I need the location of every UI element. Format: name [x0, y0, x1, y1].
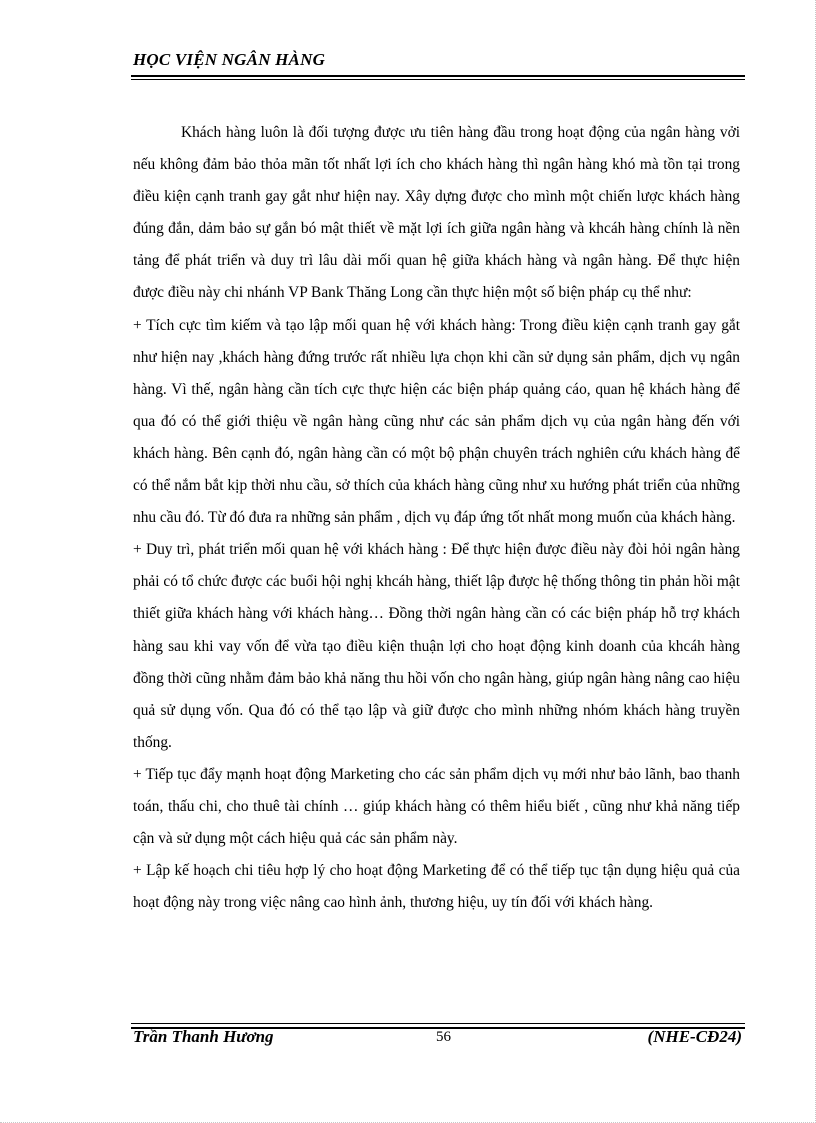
- body-paragraph-marketing: + Tiếp tục đẩy mạnh hoạt động Marketing cho các sản phẩm dịch vụ mới như bảo lãnh, bao thanh toán, thấu chi, cho thuê tài chính … giúp khách hàng có thêm hiểu biết , cũng như khả năng tiếp cận và sử dụng một cách hiệu quả các sản phẩm này.: [133, 765, 740, 848]
- page-number: 56: [436, 1029, 451, 1045]
- page-header-title: HỌC VIỆN NGÂN HÀNG: [133, 50, 326, 69]
- header-rule-thin: [131, 79, 745, 80]
- body-paragraph-find-customers: + Tích cực tìm kiếm và tạo lập mối quan hệ với khách hàng: Trong điều kiện cạnh tranh gay gắt như hiện nay ,khách hàng đứng trước rất nhiều lựa chọn khi cần sử dụng sản phẩm, dịch vụ ngân hàng. Vì thế, ngân hàng cần tích cực thực hiện các biện pháp quảng cáo, quan hệ khách hàng để qua đó có thể giới thiệu về ngân hàng cũng như các sản phẩm dịch vụ của ngân hàng đến với khách hàng. Bên cạnh đó, ngân hàng cần có một bộ phận chuyên trách nghiên cứu khách hàng để có thể nắm bắt kịp thời nhu cầu, sở thích của khách hàng cũng như xu hướng phát triển của những nhu cầu đó. Từ đó đưa ra những sản phẩm , dịch vụ đáp ứng tốt nhất mong muốn của khách hàng.: [133, 316, 740, 527]
- footer-author: Trần Thanh Hương: [133, 1027, 274, 1046]
- body-paragraph-budget: + Lập kế hoạch chi tiêu hợp lý cho hoạt động Marketing để có thể tiếp tục tận dụng hiệu quả của hoạt động này trong việc nâng cao hình ảnh, thương hiệu, uy tín đối với khách hàng.: [133, 862, 740, 912]
- body-paragraph-intro: Khách hàng luôn là đối tượng được ưu tiên hàng đầu trong hoạt động của ngân hàng vởi nếu không đảm bảo thỏa mãn tốt nhất lợi ích cho khách hàng thì ngân hàng khó mà tồn tại trong điều kiện cạnh tranh gay gắt như hiện nay. Xây dựng được cho mình một chiến lược khách hàng đúng đắn, dảm bảo sự gắn bó mật thiết về mặt lợi ích giữa ngân hàng và khcáh hàng chính là nền tảng để phát triển và duy trì lâu dài mối quan hệ giữa khách hàng và ngân hàng. Để thực hiện được điều này chi nhánh VP Bank Thăng Long cần thực hiện một số biện pháp cụ thể như:: [133, 124, 740, 302]
- footer-rule-thin: [131, 1023, 745, 1024]
- header-rule-thick: [131, 75, 745, 77]
- document-body: [133, 117, 740, 919]
- body-paragraph-maintain-relations: + Duy trì, phát triển mối quan hệ với khách hàng : Để thực hiện được điều này đòi hỏi ngân hàng phải có tổ chức được các buổi hội nghị khcáh hàng, thiết lập được hệ thống thông tin phản hồi mật thiết giữa khách hàng với khách hàng… Đồng thời ngân hàng cần có các biện pháp hỗ trợ khách hàng sau khi vay vốn để vừa tạo điều kiện thuận lợi cho hoạt động kinh doanh của khcáh hàng đồng thời cũng nhằm đảm bảo khả năng thu hồi vốn cho ngân hàng, giúp ngân hàng nâng cao hiệu quả sử dụng vốn. Qua đó có thể tạo lập và giữ được cho mình những nhóm khách hàng truyền thống.: [133, 541, 740, 751]
- footer-class-code: (NHE-CĐ24): [647, 1027, 742, 1046]
